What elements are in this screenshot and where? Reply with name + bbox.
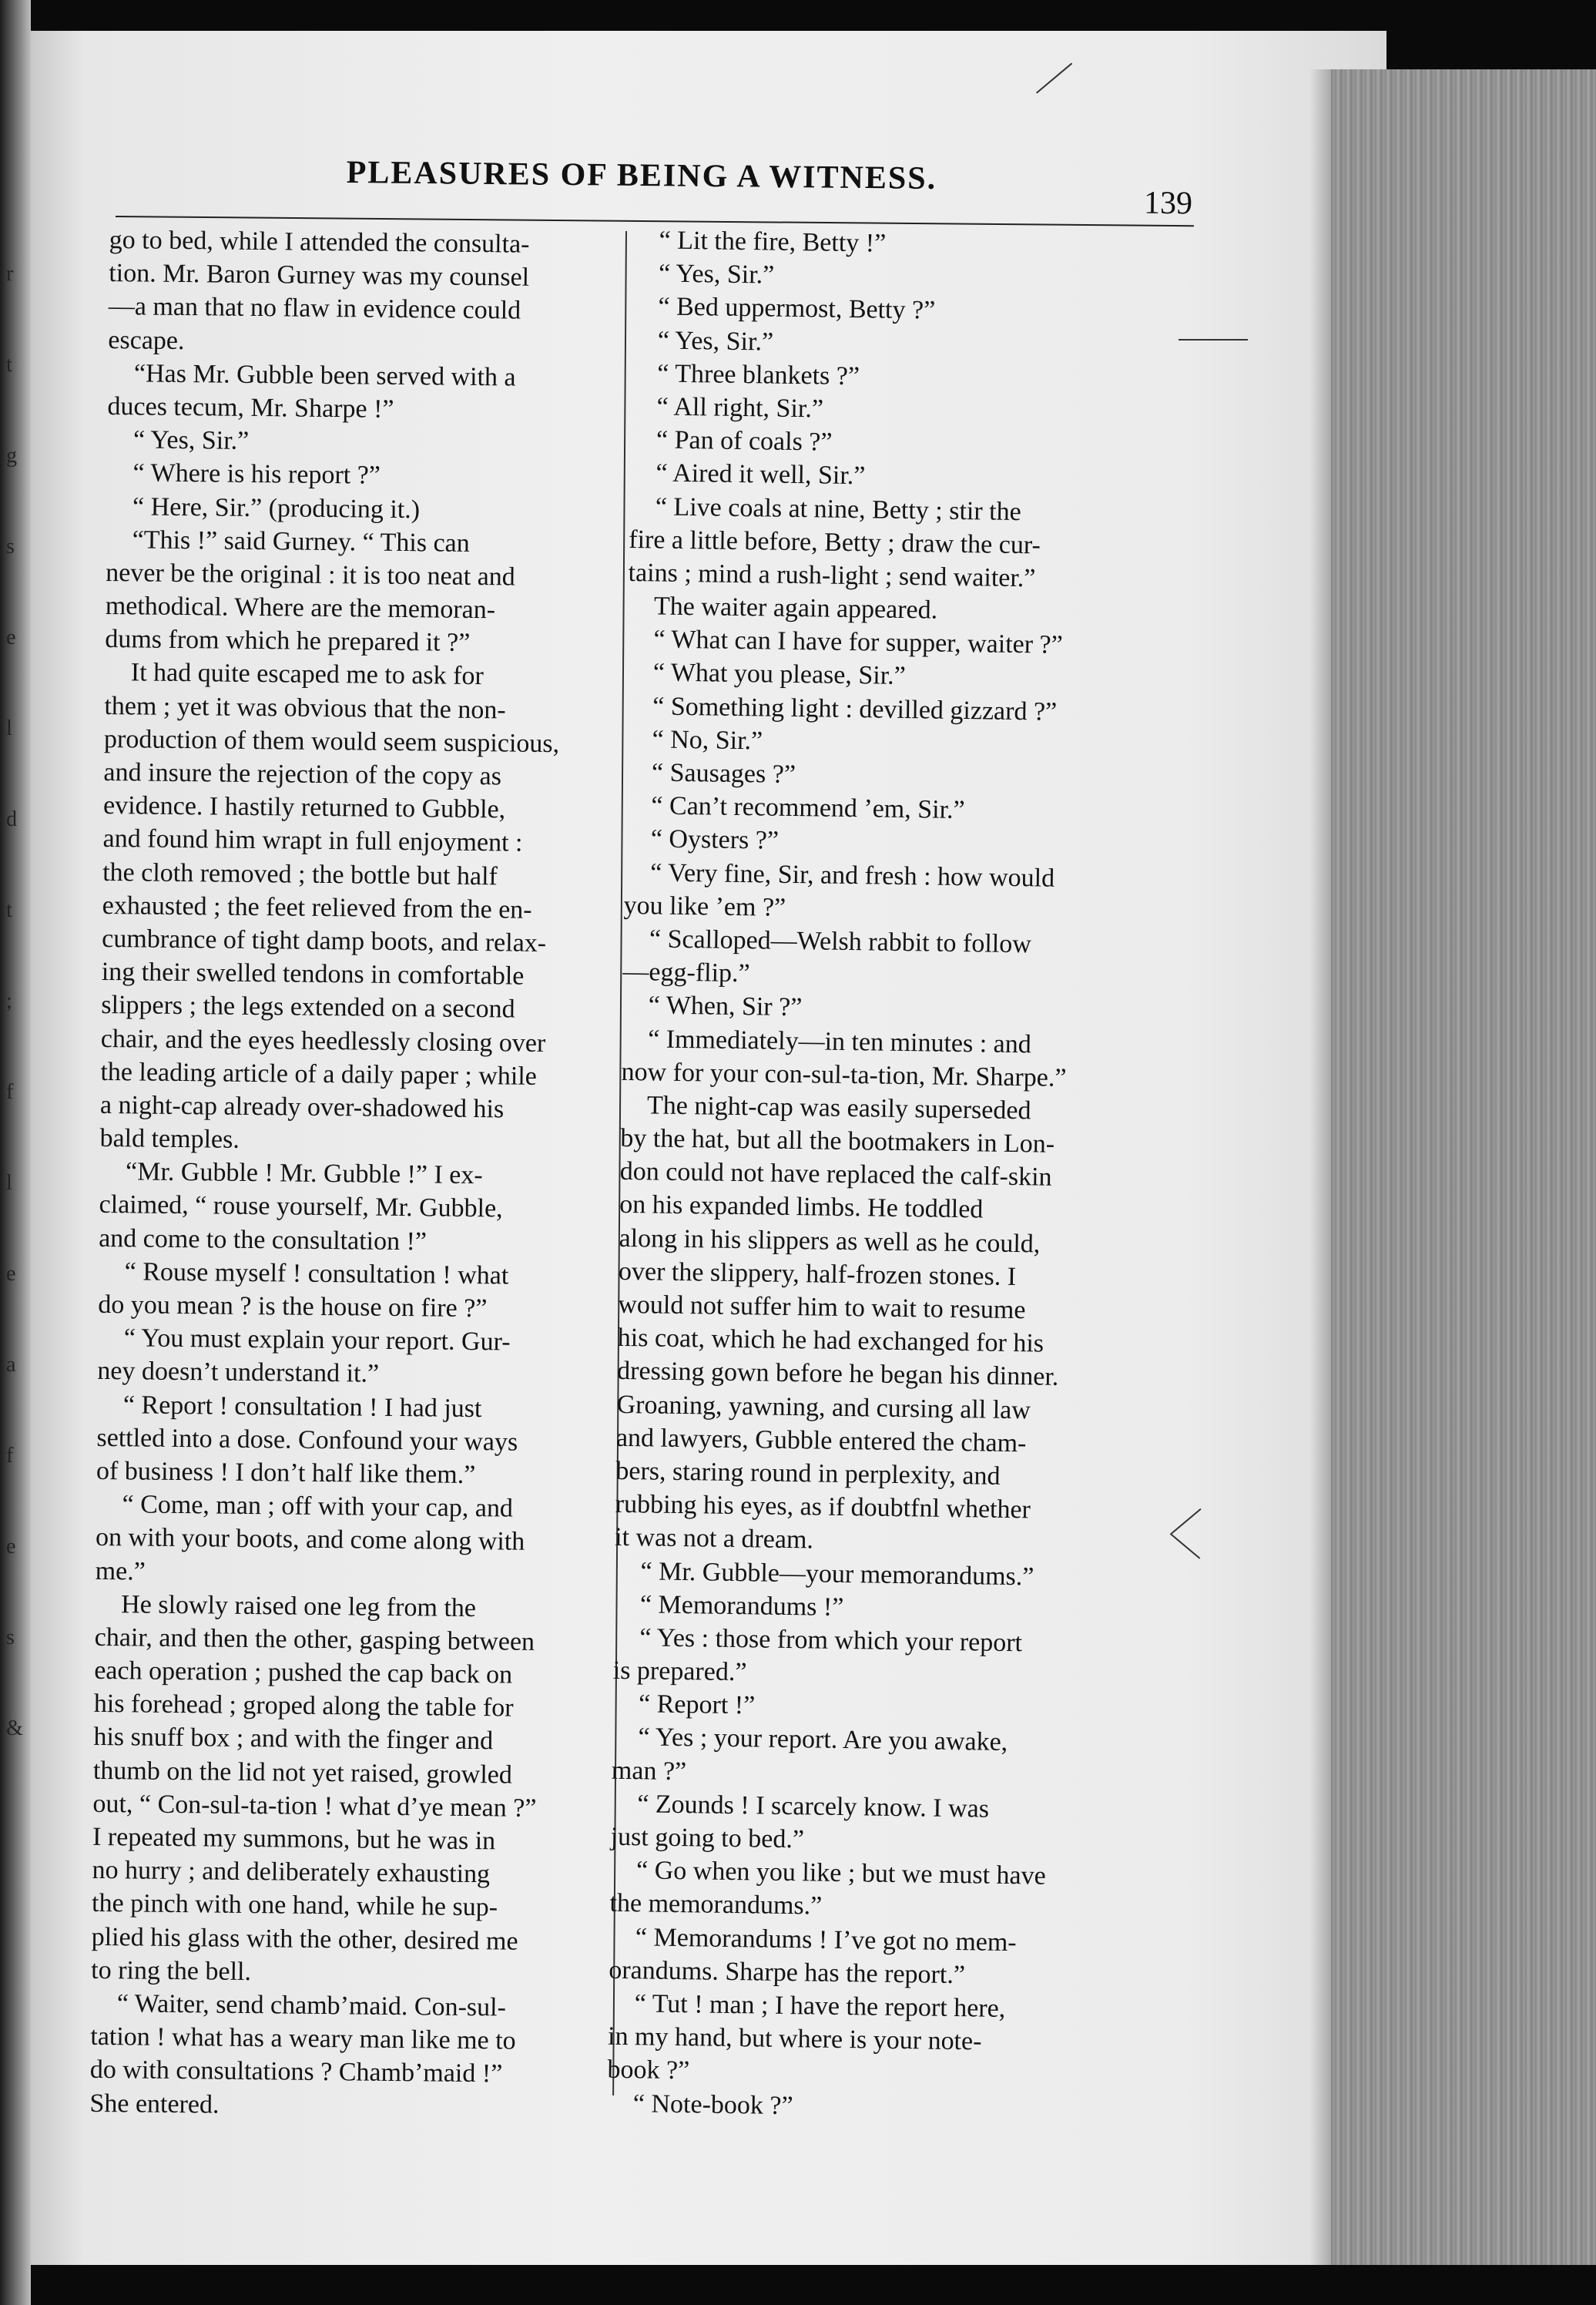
text-line: The night-cap was easily superseded <box>646 1091 1031 1126</box>
text-line: it was not a dream. <box>614 1523 814 1555</box>
page-number: 139 <box>1143 185 1193 222</box>
previous-page-edge <box>0 0 31 2305</box>
text-line: Groaning, yawning, and cursing all law <box>616 1390 1031 1424</box>
text-line: methodical. Where are the memoran- <box>105 592 496 625</box>
previous-page-fragment: s <box>6 1626 15 1649</box>
running-title: PLEASURES OF BEING A WITNESS. <box>346 154 937 197</box>
text-line: “ Live coals at nine, Betty ; stir the <box>655 492 1022 526</box>
text-line: “Mr. Gubble ! Mr. Gubble !” I ex- <box>125 1157 483 1190</box>
previous-page-fragment: ; <box>6 989 12 1013</box>
text-line: “ All right, Sir.” <box>656 392 824 424</box>
text-line: I repeated my summons, but he was in <box>92 1822 496 1856</box>
text-line: claimed, “ rouse yourself, Mr. Gubble, <box>99 1190 503 1223</box>
text-line: chair, and the eyes heedlessly closing over <box>100 1024 546 1058</box>
text-line: settled into a dose. Confound your ways <box>96 1423 518 1457</box>
text-line: ney doesn’t understand it.” <box>97 1357 380 1389</box>
text-line: fire a little before, Betty ; draw the cur- <box>629 525 1041 560</box>
text-line: dums from which he prepared it ?” <box>105 625 471 658</box>
text-line: “ No, Sir.” <box>652 725 763 756</box>
text-line: never be the original : it is too neat and <box>106 558 515 592</box>
text-line: by the hat, but all the bootmakers in Lon- <box>620 1123 1055 1159</box>
text-line: the cloth removed ; the bottle but half <box>102 857 498 891</box>
text-line: “ Report !” <box>638 1689 756 1720</box>
text-line: “ Three blankets ?” <box>657 359 860 391</box>
text-line: along in his slippers as well as he could, <box>619 1223 1041 1259</box>
text-line: “ Something light : devilled gizzard ?” <box>652 692 1058 726</box>
text-line: the leading article of a daily paper ; while <box>100 1057 538 1091</box>
text-line: “ Sausages ?” <box>651 758 796 790</box>
text-line: just going to bed.” <box>610 1822 805 1854</box>
text-line: The waiter again appeared. <box>653 592 938 625</box>
previous-page-fragment: t <box>6 353 12 377</box>
text-line: “ Go when you like ; but we must have <box>635 1856 1046 1891</box>
text-line: would not suffer him to wait to resume <box>618 1290 1026 1325</box>
text-line: “ Where is his report ?” <box>132 458 381 491</box>
text-line: exhausted ; the feet relieved from the en- <box>102 891 532 924</box>
text-line: He slowly raised one leg from the <box>121 1589 477 1622</box>
text-line: on his expanded limbs. He toddled <box>619 1190 984 1224</box>
text-line: bers, staring round in perplexity, and <box>615 1456 1001 1491</box>
text-line: “ Yes, Sir.” <box>658 259 775 290</box>
text-line: “ When, Sir ?” <box>648 991 803 1022</box>
previous-page-fragment: t <box>6 898 12 922</box>
left-column <box>89 223 627 2125</box>
text-line: “ Yes : those from which your report <box>639 1623 1023 1658</box>
text-line: his forehead ; groped along the table for <box>93 1689 514 1723</box>
previous-page-fragment: d <box>6 807 17 831</box>
text-line: to ring the bell. <box>91 1955 252 1986</box>
previous-page-fragment: & <box>6 1716 23 1740</box>
right-column <box>607 223 1177 2127</box>
previous-page-fragment: s <box>6 535 15 559</box>
text-line: “ Mr. Gubble—your memorandums.” <box>640 1556 1034 1591</box>
text-line: thumb on the lid not yet raised, growled <box>92 1756 513 1790</box>
text-line: do with consultations ? Chamb’maid !” <box>89 2055 503 2089</box>
text-line: and insure the rejection of the copy as <box>103 757 502 791</box>
page-block-edge <box>1331 69 1596 2265</box>
text-line: on with your boots, and come along with <box>95 1523 525 1557</box>
text-line: “Has Mr. Gubble been served with a <box>133 359 516 392</box>
previous-page-fragment: l <box>6 716 12 740</box>
text-line: “ Rouse myself ! consultation ! what <box>124 1257 509 1290</box>
text-line: and lawyers, Gubble entered the cham- <box>615 1423 1027 1458</box>
text-line: “ Report ! consultation ! I had just <box>122 1390 482 1423</box>
previous-page-fragment: l <box>6 1171 12 1195</box>
text-line: duces tecum, Mr. Sharpe !” <box>107 391 394 424</box>
previous-page-fragment: e <box>6 626 16 649</box>
text-line: “ Tut ! man ; I have the report here, <box>634 1989 1006 2023</box>
text-line: chair, and then the other, gasping between <box>94 1622 535 1656</box>
text-line: “ Bed uppermost, Betty ?” <box>658 292 936 325</box>
text-line: She entered. <box>89 2089 220 2119</box>
text-line: a night-cap already over-shadowed his <box>99 1090 505 1124</box>
text-line: is prepared.” <box>612 1656 747 1687</box>
text-line: them ; yet it was obvious that the non- <box>104 691 506 725</box>
text-line: book ?” <box>607 2055 690 2085</box>
text-line: “ Immediately—in ten minutes : and <box>647 1024 1032 1059</box>
text-line: now for your con-sul-ta-tion, Mr. Sharpe.” <box>621 1057 1067 1092</box>
text-line: “ Scalloped—Welsh rabbit to follow <box>649 924 1032 959</box>
previous-page-fragment: g <box>6 444 17 468</box>
pencil-mark <box>1179 339 1248 341</box>
previous-page-fragment: r <box>6 262 14 286</box>
text-line: escape. <box>108 325 185 355</box>
text-line: in my hand, but where is your note- <box>607 2021 982 2056</box>
text-line: production of them would seem suspicious, <box>103 724 560 758</box>
text-line: ing their swelled tendons in comfortable <box>101 958 525 991</box>
text-line: “ Can’t recommend ’em, Sir.” <box>651 791 965 825</box>
text-line: and found him wrapt in full enjoyment : <box>102 824 523 858</box>
text-line: “ Waiter, send chamb’maid. Con-sul- <box>116 1989 507 2022</box>
text-line: his snuff box ; and with the finger and <box>93 1723 494 1756</box>
text-line: over the slippery, half-frozen stones. I <box>618 1257 1017 1291</box>
previous-page-fragment: f <box>6 1444 14 1468</box>
text-line: orandums. Sharpe has the report.” <box>609 1955 966 1989</box>
text-line: rubbing his eyes, as if doubtfnl whether <box>615 1489 1031 1525</box>
text-line: “ What can I have for supper, waiter ?” <box>653 625 1064 660</box>
text-line: “This !” said Gurney. “ This can <box>132 525 470 558</box>
text-line: of business ! I don’t half like them.” <box>96 1456 476 1490</box>
text-line: “ Note-book ?” <box>632 2089 793 2120</box>
text-line: cumbrance of tight damp boots, and relax- <box>102 924 547 958</box>
text-line: It had quite escaped me to ask for <box>130 658 484 691</box>
text-line: “ Yes, Sir.” <box>657 326 774 357</box>
text-line: tion. Mr. Baron Gurney was my counsel <box>109 259 530 292</box>
text-line: go to bed, while I attended the consulta- <box>109 225 530 259</box>
text-line: don could not have replaced the calf-skin <box>619 1157 1052 1192</box>
text-line: “ Memorandums !” <box>639 1589 844 1622</box>
text-line: me.” <box>95 1556 146 1586</box>
text-line: “ Yes, Sir.” <box>132 425 250 456</box>
text-line: “ Come, man ; off with your cap, and <box>122 1490 514 1523</box>
text-line: “ Here, Sir.” (producing it.) <box>132 492 421 524</box>
text-line: evidence. I hastily returned to Gubble, <box>102 791 506 824</box>
text-line: “ Memorandums ! I’ve got no mem- <box>635 1922 1017 1957</box>
text-line: each operation ; pushed the cap back on <box>94 1656 513 1689</box>
text-line: man ?” <box>611 1756 687 1786</box>
text-line: “ Oysters ?” <box>650 824 780 856</box>
text-line: tation ! what has a weary man like me to <box>90 2021 516 2055</box>
text-line: the memorandums.” <box>609 1889 823 1921</box>
text-line: “ You must explain your report. Gur- <box>123 1324 511 1357</box>
text-line: bald temples. <box>99 1123 240 1154</box>
previous-page-fragment: e <box>6 1535 16 1558</box>
text-line: —a man that no flaw in evidence could <box>108 292 521 325</box>
text-line: “ Aired it well, Sir.” <box>656 458 866 491</box>
text-line: tains ; mind a rush-light ; send waiter.” <box>628 558 1036 593</box>
text-line: do you mean ? is the house on fire ?” <box>98 1290 488 1324</box>
text-line: “ Very fine, Sir, and fresh : how would <box>649 857 1055 893</box>
text-line: “ Yes ; your report. Are you awake, <box>638 1723 1008 1757</box>
text-line: slippers ; the legs extended on a second <box>101 991 515 1024</box>
text-line: plied his glass with the other, desired me <box>91 1922 518 1956</box>
text-line: “ What you please, Sir.” <box>652 658 907 691</box>
text-line: —egg-flip.” <box>622 958 750 988</box>
text-line: “ Pan of coals ?” <box>656 425 833 457</box>
text-line: the pinch with one hand, while he sup- <box>91 1889 498 1922</box>
previous-page-fragment: a <box>6 1353 16 1377</box>
previous-page-fragment: f <box>6 1080 14 1104</box>
text-line: and come to the consultation !” <box>99 1223 428 1257</box>
previous-page-fragment: e <box>6 1262 16 1286</box>
text-line: his coat, which he had exchanged for his <box>617 1324 1044 1358</box>
text-line: no hurry ; and deliberately exhausting <box>92 1856 491 1889</box>
text-line: “ Lit the fire, Betty !” <box>659 226 887 258</box>
text-line: “ Zounds ! I scarcely know. I was <box>637 1790 990 1824</box>
text-line: out, “ Con-sul-ta-tion ! what d’ye mean ?” <box>92 1789 537 1823</box>
text-line: you like ’em ?” <box>623 891 786 922</box>
text-line: dressing gown before he began his dinner. <box>616 1357 1059 1392</box>
